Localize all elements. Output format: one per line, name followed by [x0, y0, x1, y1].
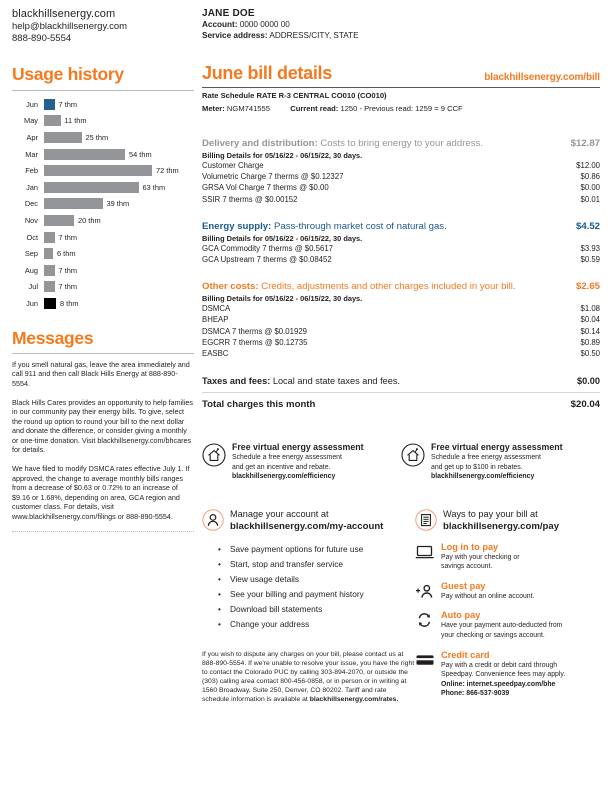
charge-section-header	[202, 138, 600, 149]
chart-bar-row	[12, 196, 194, 213]
chart-value-label: 11 thm	[64, 116, 87, 126]
chart-bar-row	[12, 113, 194, 130]
total-charges-row	[202, 399, 600, 410]
charge-line-amount: $1.08	[580, 304, 600, 314]
chart-bar	[44, 265, 55, 276]
chart-bar-wrap	[44, 215, 194, 226]
messages-body	[12, 360, 194, 522]
chart-value-label: 20 thm	[78, 215, 101, 225]
promo-line2: and get up to $100 in rebates.	[431, 463, 523, 471]
billing-details-line: Billing Details for 05/16/22 - 06/15/22, 30 days.	[202, 151, 363, 160]
chart-month-label: Jun	[26, 99, 38, 109]
right-column	[202, 8, 600, 704]
bill-details-url[interactable]: blackhillsenergy.com/bill	[484, 72, 600, 83]
usage-history-divider	[12, 90, 194, 91]
chart-bar	[44, 281, 55, 292]
company-contact-block	[12, 8, 194, 44]
payment-method-detail: Pay without an online account.	[441, 592, 535, 600]
usage-history-chart	[12, 96, 194, 312]
payment-method-title: Guest pay	[441, 580, 486, 591]
person-icon	[202, 509, 224, 531]
customer-block	[202, 8, 600, 41]
service-address-value: ADDRESS/CITY, STATE	[269, 31, 359, 40]
charge-line-description: Customer Charge	[202, 161, 264, 170]
payment-method-title: Credit card	[441, 649, 490, 660]
bill-details-divider	[202, 87, 600, 88]
payment-method-detail: your checking or savings account.	[441, 631, 545, 639]
payment-method-detail: Phone: 866-537-9039	[441, 690, 510, 698]
charge-line-amount: $0.89	[580, 337, 600, 347]
payment-method-row[interactable]	[415, 542, 600, 572]
chart-value-label: 25 thm	[85, 132, 109, 142]
charge-section-amount: $4.52	[575, 220, 600, 232]
chart-bar	[44, 248, 53, 259]
message-paragraph: We have filed to modify DSMCA rates effective July 1. If approved, the change to average monthly bills ranges from a decrease of $0.63 or 0.72% to an increase of $9.16 or 1.68%, depending on area, GCA region and customer class. For details, visit www.blackhillsenergy.com/filings or 888-890-5554.	[12, 464, 190, 522]
chart-bar-wrap	[44, 298, 194, 309]
home-energy-icon	[202, 443, 226, 467]
chart-bar-row	[12, 295, 194, 312]
chart-value-label: 7 thm	[58, 99, 77, 109]
rate-schedule-value: RATE R-3 CENTRAL CO010 (CO010)	[256, 91, 387, 100]
charge-line-amount: $3.93	[580, 243, 600, 253]
bottom-row	[202, 509, 600, 704]
charge-line-item	[202, 303, 600, 314]
charge-section-subtitle: Costs to bring energy to your address.	[317, 138, 483, 149]
charge-line-item	[202, 160, 600, 171]
ways-to-pay-column	[415, 509, 600, 704]
left-column	[12, 8, 194, 532]
charge-line-item	[202, 171, 600, 182]
charge-sections	[202, 138, 600, 359]
payment-method-detail: Online: internet.speedpay.com/bhe	[441, 680, 556, 688]
taxes-amount: $0.00	[577, 376, 600, 387]
charge-line-description: GCA Upstream 7 therms @ $0.08452	[202, 255, 332, 265]
chart-month-label: Jul	[28, 282, 38, 292]
chart-bar	[44, 182, 139, 193]
chart-month-label: Sep	[24, 249, 38, 259]
charge-line-description: DSMCA	[202, 304, 231, 314]
chart-bar-wrap	[44, 281, 194, 292]
charge-section	[202, 138, 600, 205]
total-divider	[202, 392, 600, 393]
credit-card-icon	[415, 652, 435, 668]
promo-card[interactable]	[202, 442, 401, 481]
chart-bar-row	[12, 146, 194, 163]
charge-section-subtitle: Credits, adjustments and other charges included in your bill.	[258, 281, 516, 293]
chart-month-label: Oct	[26, 232, 38, 242]
rate-schedule-line	[202, 91, 600, 101]
charge-line-amount: $0.59	[580, 255, 600, 265]
promo-link[interactable]: blackhillsenergy.com/efficiency	[232, 473, 336, 481]
manage-account-header	[202, 509, 415, 533]
company-email: help@blackhillsenergy.com	[12, 21, 128, 32]
manage-account-list-item[interactable]: • See your billing and payment history	[230, 587, 415, 602]
chart-value-label: 7 thm	[58, 282, 77, 292]
ways-to-pay-header	[415, 509, 600, 533]
charge-section-subtitle: Pass-through market cost of natural gas.	[271, 220, 447, 232]
bill-document-icon	[415, 509, 437, 531]
bill-details-header	[202, 63, 600, 84]
ways-to-pay-heading-line1: Ways to pay your bill at	[443, 509, 538, 520]
ways-to-pay-url[interactable]: blackhillsenergy.com/pay	[443, 520, 560, 532]
chart-bar-wrap	[44, 232, 194, 243]
current-read-label: Current read:	[290, 104, 339, 113]
promo-line1: Schedule a free energy assessment	[431, 454, 541, 462]
charge-section-header	[202, 281, 600, 292]
chart-bar-wrap	[44, 182, 194, 193]
total-label: Total charges this month	[202, 399, 316, 411]
rate-schedule-label: Rate Schedule	[202, 91, 255, 100]
chart-bar	[44, 99, 55, 110]
chart-bar-wrap	[44, 115, 194, 126]
chart-bar-row	[12, 96, 194, 113]
payment-method-detail: savings account.	[441, 563, 493, 571]
charge-section	[202, 281, 600, 359]
promo-line1: Schedule a free energy assessment	[232, 454, 342, 462]
chart-bar-row	[12, 262, 194, 279]
total-amount: $20.04	[570, 399, 600, 411]
billing-details-line: Billing Details for 05/16/22 - 06/15/22, 30 days.	[202, 233, 363, 243]
charge-line-item	[202, 348, 600, 359]
promo-title: Free virtual energy assessment	[431, 442, 563, 453]
taxes-subtitle: Local and state taxes and fees.	[272, 376, 401, 387]
chart-bar-row	[12, 212, 194, 229]
manage-account-heading-line1: Manage your account at	[230, 509, 329, 520]
chart-value-label: 63 thm	[142, 182, 166, 192]
payment-method-row[interactable]	[415, 650, 600, 699]
chart-month-label: Dec	[24, 199, 38, 209]
charge-line-amount: $0.50	[580, 349, 600, 359]
chart-value-label: 7 thm	[58, 265, 77, 275]
charge-line-description: SSIR 7 therms @ $0.00152	[202, 194, 298, 204]
payment-method-detail: Have your payment auto-deducted from	[441, 622, 563, 630]
charge-line-item	[202, 326, 600, 337]
chart-bar	[44, 198, 103, 209]
chart-value-label: 72 thm	[156, 166, 179, 176]
chart-bar-wrap	[44, 149, 194, 160]
charge-line-description: EASBC	[202, 349, 229, 359]
promo-link[interactable]: blackhillsenergy.com/efficiency	[431, 473, 535, 481]
chart-bar	[44, 132, 82, 143]
chart-bar	[44, 165, 152, 176]
charge-section-amount: $2.65	[575, 281, 600, 293]
payment-method-detail: Speedpay. Convenience fees may apply.	[441, 671, 566, 679]
message-paragraph: Black Hills Cares provides an opportunity to help families in our community pay their energy bills. To give, select the round up option to round your bill to the next dollar and donate the difference, or consider giving a monthly or one-time donation. Visit blackhillsenergy.com/bhcares for details.	[12, 397, 193, 455]
manage-account-list-item[interactable]: • Start, stop and transfer service	[230, 557, 415, 572]
dispute-text	[202, 650, 415, 704]
manage-account-list-item[interactable]: • View usage details	[230, 572, 415, 587]
dispute-body: If you wish to dispute any charges on your bill, please contact us at 888-890-5554. If we're unable to resolve your issue, you have the right to contact the Colorado PUC by calling 303-894-2070, or outside the (303) calling area contact 800-456-0858, or in person or in writing at 1560 Broadway, Suite 250, Denver, CO 80202. Tariff and rate schedule information is available at	[202, 650, 415, 703]
charge-section-amount: $12.87	[570, 138, 600, 149]
charge-line-description: EGCRR 7 therms @ $0.12735	[202, 337, 308, 347]
chart-bar-row	[12, 245, 194, 262]
promo-line2: and get an incentive and rebate.	[232, 463, 331, 471]
customer-name: JANE DOE	[202, 8, 255, 19]
chart-month-label: Apr	[26, 132, 38, 142]
home-energy-icon	[401, 443, 425, 467]
payment-method-title: Log in to pay	[441, 541, 499, 552]
charge-line-description: DSMCA 7 therms @ $0.01929	[202, 326, 307, 336]
refresh-icon	[415, 612, 435, 628]
promo-title: Free virtual energy assessment	[232, 442, 364, 453]
chart-month-label: Feb	[25, 166, 38, 176]
chart-bar-wrap	[44, 99, 194, 110]
chart-value-label: 7 thm	[58, 232, 77, 242]
usage-history-title: Usage history	[12, 64, 124, 84]
add-person-icon	[415, 583, 435, 599]
chart-value-label: 39 thm	[106, 199, 130, 209]
charge-line-description: GRSA Vol Charge 7 therms @ $0.00	[202, 183, 329, 193]
promo-card[interactable]	[401, 442, 600, 481]
chart-bar	[44, 232, 55, 243]
promo-row	[202, 442, 600, 481]
taxes-title: Taxes and fees:	[202, 376, 271, 387]
chart-bar-row	[12, 179, 194, 196]
chart-bar	[44, 215, 74, 226]
messages-title: Messages	[12, 327, 94, 348]
chart-month-label: May	[24, 116, 38, 126]
customer-service-address	[202, 30, 600, 41]
payment-method-row[interactable]	[415, 610, 600, 640]
charge-line-item	[202, 182, 600, 193]
charge-line-description: Volumetric Charge 7 therms @ $0.12327	[202, 172, 344, 182]
chart-bar-row	[12, 129, 194, 146]
chart-bar-row	[12, 279, 194, 296]
chart-bar-row	[12, 162, 194, 179]
payment-method-detail: Pay with a credit or debit card through	[441, 661, 558, 669]
charge-line-amount: $0.14	[580, 326, 600, 336]
chart-bar-row	[12, 229, 194, 246]
taxes-and-fees-row	[202, 376, 600, 386]
chart-bar-wrap	[44, 248, 194, 259]
message-paragraph: If you smell natural gas, leave the area immediately and call 911 and then call Black Hills Energy at 888-890-5554.	[12, 359, 190, 388]
meter-value: NGM741555	[226, 104, 270, 113]
customer-account	[202, 19, 600, 30]
chart-bar-wrap	[44, 165, 194, 176]
charge-line-amount: $0.00	[580, 183, 600, 193]
company-phone: 888-890-5554	[12, 32, 72, 44]
messages-divider	[12, 353, 194, 354]
chart-month-label: Jun	[26, 298, 38, 308]
charge-section-title: Other costs:	[202, 281, 259, 293]
service-address-label: Service address:	[202, 31, 268, 40]
chart-value-label: 8 thm	[60, 298, 79, 308]
account-label: Account:	[202, 20, 238, 29]
account-value: 0000 0000 00	[239, 20, 290, 29]
manage-account-list-item[interactable]: • Save payment options for future use	[230, 542, 415, 557]
bill-details-title: June bill details	[202, 63, 332, 83]
manage-account-list-item[interactable]: • Download bill statements	[230, 602, 415, 617]
charge-section-title: Delivery and distribution:	[202, 138, 318, 149]
chart-bar-wrap	[44, 198, 194, 209]
billing-details-line: Billing Details for 05/16/22 - 06/15/22, 30 days.	[202, 294, 363, 304]
meter-label: Meter:	[202, 104, 225, 113]
current-read-value: 1250 - Previous read: 1259 = 9 CCF	[340, 104, 463, 113]
charge-section-header	[202, 221, 600, 232]
chart-month-label: Mar	[25, 149, 38, 159]
chart-month-label: Jan	[26, 182, 38, 192]
charge-line-amount: $0.01	[580, 194, 600, 204]
payment-methods-list	[415, 542, 600, 699]
chart-bar	[44, 149, 125, 160]
charge-section-title: Energy supply:	[202, 220, 272, 232]
manage-account-url[interactable]: blackhillsenergy.com/my-account	[230, 520, 384, 532]
manage-account-list	[202, 542, 415, 632]
payment-method-detail: Pay with your checking or	[441, 553, 520, 561]
manage-account-column	[202, 509, 415, 704]
charge-line-amount: $0.04	[580, 315, 600, 325]
charge-line-amount: $12.00	[576, 161, 600, 170]
chart-bar	[44, 115, 61, 126]
chart-value-label: 6 thm	[57, 249, 76, 259]
dispute-link[interactable]: blackhillsenergy.com/rates.	[309, 695, 399, 703]
charge-line-item	[202, 243, 600, 254]
charge-line-description: GCA Commodity 7 therms @ $0.5617	[202, 243, 333, 253]
payment-method-title: Auto pay	[441, 610, 481, 621]
charge-line-description: BHEAP	[202, 315, 229, 325]
charge-line-item	[202, 194, 600, 205]
chart-month-label: Aug	[24, 265, 38, 275]
payment-method-row[interactable]	[415, 581, 600, 602]
manage-account-list-item[interactable]: • Change your address	[230, 617, 415, 632]
messages-bottom-dotted-rule	[12, 531, 194, 532]
chart-bar	[44, 298, 56, 309]
charge-line-item	[202, 254, 600, 265]
charge-line-item	[202, 314, 600, 325]
chart-value-label: 54 thm	[129, 149, 152, 159]
chart-bar-wrap	[44, 132, 194, 143]
chart-bar-wrap	[44, 265, 194, 276]
meter-read-line	[202, 104, 600, 114]
company-website: blackhillsenergy.com	[12, 8, 116, 20]
charge-line-item	[202, 337, 600, 348]
charge-line-amount: $0.86	[580, 172, 600, 182]
charge-section	[202, 221, 600, 265]
laptop-icon	[415, 544, 435, 560]
chart-month-label: Nov	[24, 215, 38, 225]
